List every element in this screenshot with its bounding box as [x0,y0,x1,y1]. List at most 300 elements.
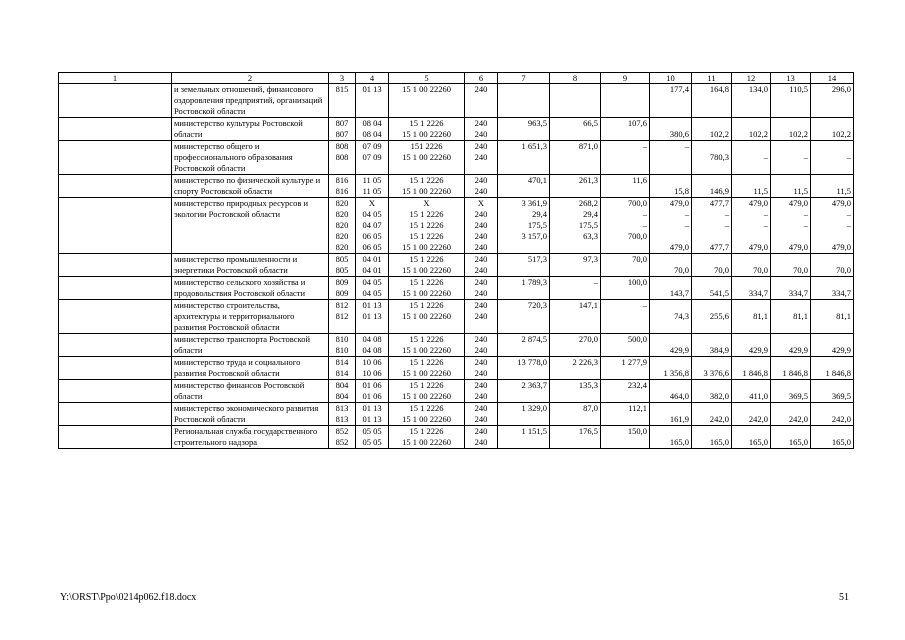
cell-value: 240 [474,118,488,128]
cell-value [694,380,729,391]
agency-name: министерство экономического развития Ростовской области [172,403,329,426]
cell-value [694,141,729,152]
cell-value: 240 [474,254,488,264]
cell-value: 261,3 [578,175,598,185]
cell-value: 1 846,8 [782,368,808,378]
column-number-row [59,73,854,84]
value-cell-col-9 [601,254,650,277]
cell-value: 70,0 [674,265,689,275]
value-cell-col-13 [771,357,811,380]
value-cell-col-14 [811,254,854,277]
agency-name: министерство сельского хозяйства и продовольствия Ростовской области [172,277,329,300]
cell-value: 517,3 [527,254,547,264]
value-cell-col-13 [771,141,811,175]
value-cell-col-14 [811,357,854,380]
value-cell-col-7 [498,198,550,254]
cell-value: 813 [335,414,349,424]
cell-value: 479,0 [831,242,851,252]
value-cell-col-12 [732,198,771,254]
cell-value: 04 08 [362,334,382,344]
value-cell-col-4 [356,426,389,449]
cell-value: 814 [335,357,349,367]
cell-value [552,311,598,322]
cell-value [694,277,729,288]
value-cell-col-6 [465,84,498,118]
cell-value: 01 13 [362,414,382,424]
value-cell-col-12 [732,403,771,426]
value-cell-col-12 [732,300,771,334]
cell-value: 479,0 [788,242,808,252]
value-cell-col-14 [811,403,854,426]
cell-value: 820 [335,220,349,230]
cell-value: 3 157,0 [521,231,547,241]
value-cell-col-12 [732,141,771,175]
value-cell-col-13 [771,118,811,141]
cell-value: 232,4 [627,380,647,390]
cell-value [694,334,729,345]
column-header-14: 14 [811,73,854,84]
cell-value [652,175,689,186]
cell-value: 08 04 [362,129,382,139]
value-cell-col-8 [550,141,601,175]
cell-value: 240 [474,414,488,424]
cell-value: – [803,220,808,230]
cell-value: 240 [474,277,488,287]
value-cell-col-5 [389,334,465,357]
cell-value: 15 1 2226 [409,403,444,413]
table-row [59,254,854,277]
cell-value: 268,2 [578,198,598,208]
value-cell-col-6 [465,198,498,254]
cell-value: 151 2226 [410,141,443,151]
cell-value: 70,0 [753,265,768,275]
value-cell-col-13 [771,84,811,118]
value-cell-col-5 [389,277,465,300]
value-cell-col-13 [771,198,811,254]
cell-value: – [593,277,598,287]
cell-value: 147,1 [578,300,598,310]
value-cell-col-14 [811,380,854,403]
value-cell-col-7 [498,334,550,357]
cell-value: 429,9 [669,345,689,355]
value-cell-col-10 [650,84,692,118]
cell-value: 296,0 [831,84,851,94]
cell-value [500,152,547,163]
value-cell-col-11 [692,198,732,254]
cell-value: 240 [474,152,488,162]
cell-value [734,277,768,288]
cell-value: 805 [335,254,349,264]
empty-cell [59,141,172,175]
value-cell-col-5 [389,380,465,403]
table-row [59,426,854,449]
value-cell-col-8 [550,357,601,380]
table-row [59,198,854,254]
empty-cell [59,118,172,141]
cell-value [603,288,647,299]
cell-value: 06 05 [362,231,382,241]
cell-value [813,334,851,345]
cell-value: 143,7 [669,288,689,298]
cell-value: 470,1 [527,175,547,185]
cell-value [813,141,851,152]
column-header-5: 5 [389,73,465,84]
cell-value: 1 846,8 [825,368,851,378]
cell-value: 15 1 2226 [409,357,444,367]
value-cell-col-11 [692,357,732,380]
cell-value: 15 1 00 22260 [402,84,451,94]
cell-value: 102,2 [788,129,808,139]
cell-value: 816 [335,175,349,185]
cell-value: 240 [474,175,488,185]
cell-value: 15 1 00 22260 [402,242,451,252]
value-cell-col-5 [389,118,465,141]
cell-value: 15 1 00 22260 [402,391,451,401]
table-row [59,300,854,334]
table-row [59,141,854,175]
cell-value: 479,0 [669,198,689,208]
value-cell-col-12 [732,426,771,449]
cell-value: 11,5 [753,186,768,196]
cell-value: 15 1 2226 [409,277,444,287]
page-number: 51 [839,592,849,603]
cell-value: 165,0 [748,437,768,447]
value-cell-col-6 [465,141,498,175]
column-header-10: 10 [650,73,692,84]
cell-value: 15 1 2226 [409,426,444,436]
cell-value [652,300,689,311]
cell-value: – [846,209,851,219]
value-cell-col-4 [356,277,389,300]
value-cell-col-4 [356,198,389,254]
cell-value: 240 [474,357,488,367]
cell-value [652,426,689,437]
empty-cell [59,426,172,449]
column-header-8: 8 [550,73,601,84]
cell-value: 97,3 [583,254,598,264]
cell-value: 05 05 [362,426,382,436]
cell-value: 240 [474,141,488,151]
cell-value [694,403,729,414]
cell-value: 382,0 [709,391,729,401]
cell-value: 04 05 [362,209,382,219]
cell-value: 04 07 [362,220,382,230]
table-row [59,175,854,198]
cell-value: – [684,141,689,151]
empty-cell [59,277,172,300]
value-cell-col-14 [811,426,854,449]
empty-cell [59,254,172,277]
cell-value [552,129,598,140]
value-cell-col-14 [811,277,854,300]
cell-value: – [642,300,647,310]
cell-value [734,141,768,152]
cell-value: 384,9 [709,345,729,355]
cell-value: – [846,152,851,162]
value-cell-col-3 [329,277,356,300]
cell-value: 102,2 [709,129,729,139]
value-cell-col-9 [601,300,650,334]
value-cell-col-9 [601,198,650,254]
cell-value: 1 789,3 [521,277,547,287]
value-cell-col-8 [550,198,601,254]
value-cell-col-9 [601,141,650,175]
value-cell-col-6 [465,357,498,380]
cell-value: – [642,141,647,151]
value-cell-col-12 [732,118,771,141]
agency-name: министерство промышленности и энергетики Ростовской области [172,254,329,277]
cell-value: 479,0 [788,198,808,208]
value-cell-col-11 [692,277,732,300]
cell-value: 852 [335,437,349,447]
cell-value: 700,0 [627,231,647,241]
cell-value [500,311,547,322]
cell-value: 134,0 [748,84,768,94]
cell-value: 2 226,3 [572,357,598,367]
value-cell-col-3 [329,141,356,175]
value-cell-col-3 [329,334,356,357]
value-cell-col-9 [601,84,650,118]
cell-value [652,254,689,265]
value-cell-col-11 [692,300,732,334]
cell-value [734,231,768,242]
value-cell-col-13 [771,277,811,300]
cell-value [603,437,647,448]
cell-value: 541,5 [709,288,729,298]
cell-value: 112,1 [628,403,647,413]
cell-value: 240 [474,437,488,447]
cell-value: 01 13 [362,84,382,94]
cell-value: 780,3 [709,152,729,162]
value-cell-col-11 [692,334,732,357]
value-cell-col-5 [389,403,465,426]
cell-value: 1 151,5 [521,426,547,436]
value-cell-col-6 [465,175,498,198]
value-cell-col-8 [550,175,601,198]
cell-value [603,391,647,402]
cell-value: 11 05 [362,175,382,185]
cell-value [773,277,808,288]
value-cell-col-10 [650,357,692,380]
cell-value: 479,0 [831,198,851,208]
value-cell-col-3 [329,254,356,277]
value-cell-col-4 [356,118,389,141]
cell-value: 164,8 [709,84,729,94]
value-cell-col-7 [498,300,550,334]
value-cell-col-4 [356,84,389,118]
cell-value: 805 [335,265,349,275]
cell-value: 15 1 00 22260 [402,345,451,355]
cell-value: 334,7 [831,288,851,298]
table-row [59,118,854,141]
column-header-9: 9 [601,73,650,84]
cell-value: 240 [474,209,488,219]
cell-value [552,186,598,197]
cell-value: 807 [335,129,349,139]
cell-value: 240 [474,265,488,275]
cell-value: 429,9 [748,345,768,355]
cell-value: 04 08 [362,345,382,355]
empty-cell [59,84,172,118]
cell-value: 369,5 [831,391,851,401]
cell-value: 240 [474,368,488,378]
value-cell-col-13 [771,403,811,426]
cell-value [734,426,768,437]
value-cell-col-11 [692,380,732,403]
cell-value: 165,0 [709,437,729,447]
cell-value: 81,1 [793,311,808,321]
cell-value [552,391,598,402]
cell-value: 100,0 [627,277,647,287]
cell-value: 820 [335,242,349,252]
cell-value [813,403,851,414]
value-cell-col-3 [329,300,356,334]
cell-value: 07 09 [362,152,382,162]
agency-name: министерство природных ресурсов и экологии Ростовской области [172,198,329,254]
cell-value: 2 874,5 [521,334,547,344]
cell-value: 70,0 [793,265,808,275]
cell-value: 240 [474,288,488,298]
value-cell-col-14 [811,141,854,175]
cell-value: 01 06 [362,391,382,401]
cell-value: 102,2 [748,129,768,139]
cell-value: 177,4 [669,84,689,94]
column-header-7: 7 [498,73,550,84]
value-cell-col-5 [389,175,465,198]
cell-value: 1 329,0 [521,403,547,413]
value-cell-col-6 [465,403,498,426]
cell-value: 04 01 [362,265,382,275]
cell-value: 810 [335,334,349,344]
value-cell-col-6 [465,334,498,357]
cell-value: 500,0 [627,334,647,344]
cell-value: 240 [474,231,488,241]
value-cell-col-6 [465,254,498,277]
cell-value [652,334,689,345]
value-cell-col-8 [550,84,601,118]
cell-value: 15 1 00 22260 [402,129,451,139]
cell-value: 479,0 [669,242,689,252]
value-cell-col-3 [329,198,356,254]
cell-value [603,242,647,253]
cell-value [734,357,768,368]
cell-value: 150,0 [627,426,647,436]
cell-value: 477,7 [709,242,729,252]
cell-value [694,300,729,311]
cell-value: 240 [474,311,488,321]
value-cell-col-5 [389,426,465,449]
cell-value [734,380,768,391]
cell-value [773,426,808,437]
cell-value: 15 1 2226 [409,334,444,344]
cell-value: 135,3 [578,380,598,390]
cell-value: 720,3 [527,300,547,310]
agency-name: Региональная служба государственного строительного надзора [172,426,329,449]
cell-value: 01 13 [362,403,382,413]
value-cell-col-7 [498,141,550,175]
cell-value: 240 [474,380,488,390]
value-cell-col-7 [498,254,550,277]
cell-value [773,254,808,265]
cell-value: 165,0 [831,437,851,447]
cell-value [500,368,547,379]
cell-value: 270,0 [578,334,598,344]
value-cell-col-8 [550,334,601,357]
cell-value: 3 376,6 [703,368,729,378]
cell-value [734,403,768,414]
value-cell-col-6 [465,118,498,141]
cell-value: 15 1 2226 [409,220,444,230]
agency-name: и земельных отношений, финансового оздоровления предприятий, организаций Ростовской области [172,84,329,118]
cell-value [694,175,729,186]
agency-name: министерство по физической культуре и спорту Ростовской области [172,175,329,198]
cell-value [500,391,547,402]
value-cell-col-3 [329,84,356,118]
value-cell-col-10 [650,380,692,403]
value-cell-col-4 [356,334,389,357]
value-cell-col-6 [465,380,498,403]
cell-value: 380,6 [669,129,689,139]
value-cell-col-7 [498,357,550,380]
cell-value: 429,9 [831,345,851,355]
value-cell-col-13 [771,254,811,277]
empty-cell [59,403,172,426]
cell-value: 15 1 00 22260 [402,152,451,162]
cell-value: 110,5 [789,84,808,94]
value-cell-col-12 [732,175,771,198]
value-cell-col-13 [771,300,811,334]
cell-value: 809 [335,277,349,287]
value-cell-col-7 [498,118,550,141]
empty-cell [59,334,172,357]
value-cell-col-4 [356,254,389,277]
cell-value: 240 [474,334,488,344]
cell-value [773,175,808,186]
cell-value: 13 778,0 [517,357,547,367]
value-cell-col-3 [329,380,356,403]
cell-value [813,300,851,311]
value-cell-col-3 [329,357,356,380]
value-cell-col-13 [771,380,811,403]
empty-cell [59,175,172,198]
cell-value: 176,5 [578,426,598,436]
cell-value [734,175,768,186]
cell-value [694,118,729,129]
cell-value: Х [477,198,485,208]
cell-value [813,254,851,265]
cell-value: – [846,220,851,230]
cell-value: 04 05 [362,288,382,298]
value-cell-col-8 [550,380,601,403]
cell-value [603,345,647,356]
value-cell-col-5 [389,198,465,254]
budget-table [58,72,854,449]
cell-value: 807 [335,118,349,128]
cell-value: 700,0 [627,198,647,208]
cell-value [552,345,598,356]
cell-value [813,277,851,288]
cell-value: 963,5 [527,118,547,128]
cell-value: 01 13 [362,311,382,321]
value-cell-col-10 [650,198,692,254]
cell-value: – [763,220,768,230]
cell-value: 10 06 [362,368,382,378]
value-cell-col-14 [811,118,854,141]
cell-value: 15 1 00 22260 [402,186,451,196]
cell-value: 175,5 [578,220,598,230]
cell-value: 11 05 [362,186,382,196]
cell-value: 15,8 [674,186,689,196]
